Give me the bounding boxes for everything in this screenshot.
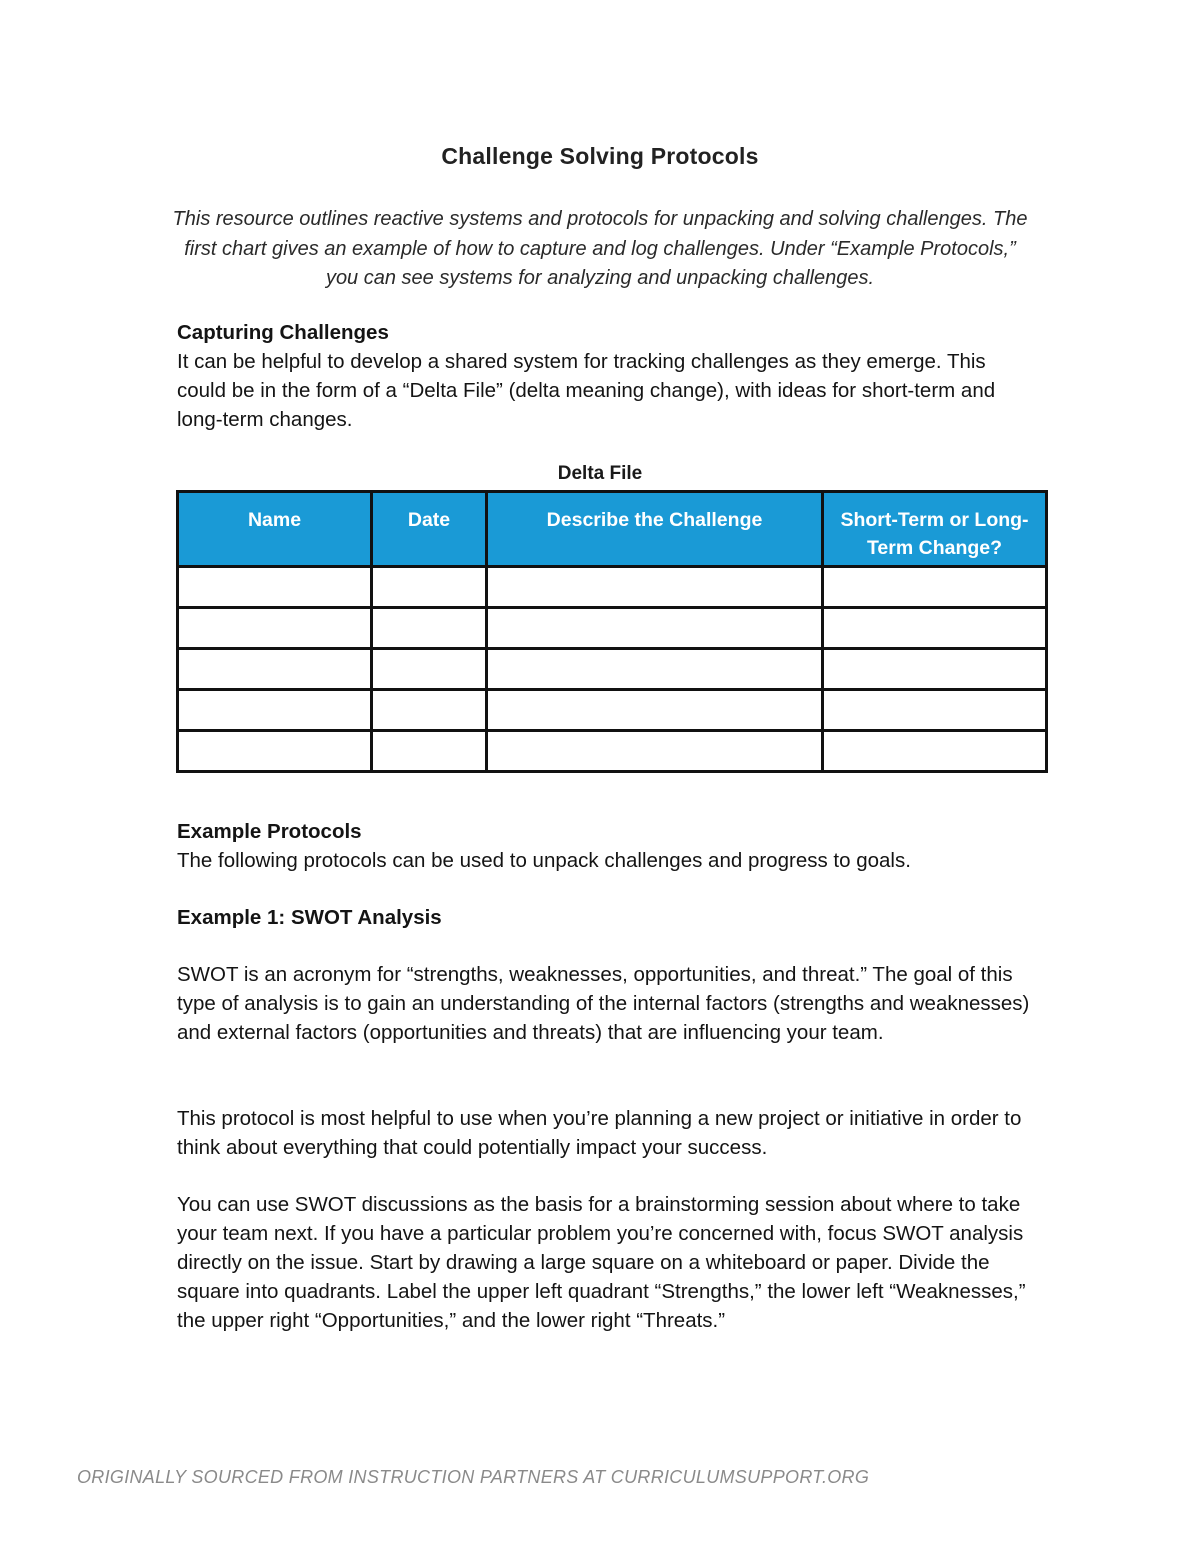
table-cell[interactable] [487,567,823,608]
table-row [178,649,1047,690]
table-cell[interactable] [178,608,372,649]
table-cell[interactable] [372,567,487,608]
table-cell[interactable] [372,690,487,731]
table-header-row [178,492,1047,567]
swot-paragraph [177,1190,1037,1335]
example-protocols-heading: Example Protocols [177,820,362,843]
swot-usage-paragraph: This protocol is most helpful to use when you’re planning a new project or initiative in order to think about everything that could potentially impact your success. [177,1107,1022,1159]
table-cell[interactable] [487,649,823,690]
table-cell[interactable] [372,649,487,690]
column-header-date: Date [372,492,487,567]
table-cell[interactable] [487,608,823,649]
table-cell[interactable] [487,690,823,731]
table-cell[interactable] [178,567,372,608]
swot-paragraph [177,960,1037,1047]
table-cell[interactable] [823,690,1047,731]
table-row [178,567,1047,608]
table-cell[interactable] [823,731,1047,772]
table-row [178,608,1047,649]
table-cell[interactable] [823,567,1047,608]
table-cell[interactable] [178,690,372,731]
column-header-challenge: Describe the Challenge [487,492,823,567]
swot-instructions-paragraph: You can use SWOT discussions as the basis for a brainstorming session about where to take your team next. If you have a particular problem you’re concerned with, focus SWOT analysis directly on the issue. Start by drawing a large square on a whiteboard or paper. Divide the square into quadrants. Label the upper left quadrant “Strengths,” the lower left “Weaknesses,” the upper right “Opportunities,” and the lower right “Threats.” [177,1193,1026,1332]
capturing-challenges-heading: Capturing Challenges [177,321,389,344]
table-cell[interactable] [372,608,487,649]
table-cell[interactable] [487,731,823,772]
example-protocols-section [177,817,1037,875]
example-protocols-body: The following protocols can be used to unpack challenges and progress to goals. [177,849,911,872]
table-cell[interactable] [372,731,487,772]
column-header-change-type: Short-Term or Long-Term Change? [823,492,1047,567]
table-cell[interactable] [178,731,372,772]
page-title: Challenge Solving Protocols [441,143,759,169]
example1-heading: Example 1: SWOT Analysis [177,906,442,929]
intro-paragraph: This resource outlines reactive systems and protocols for unpacking and solving challenges. The first chart gives an example of how to capture and log challenges. Under “Example Protocols,” you can see systems for analyzing and unpacking challenges. [172,208,1028,289]
table-cell[interactable] [178,649,372,690]
table-row [178,690,1047,731]
source-footer: ORIGINALLY SOURCED FROM INSTRUCTION PARTNERS AT CURRICULUMSUPPORT.ORG [77,1467,870,1487]
capturing-challenges-section [177,318,1037,434]
table-cell[interactable] [823,649,1047,690]
table-row [178,731,1047,772]
delta-file-table [176,490,1048,773]
delta-file-caption: Delta File [557,463,643,484]
swot-paragraph [177,1104,1037,1162]
example1-section [177,903,1037,932]
capturing-challenges-body: It can be helpful to develop a shared system for tracking challenges as they emerge. This could be in the form of a “Delta File” (delta meaning change), with ideas for short-term and long-term changes. [177,350,996,431]
swot-definition-paragraph: SWOT is an acronym for “strengths, weaknesses, opportunities, and threat.” The goal of this type of analysis is to gain an understanding of the internal factors (strengths and weaknesses) and external factors (opportunities and threats) that are influencing your team. [177,963,1030,1044]
column-header-name: Name [178,492,372,567]
table-cell[interactable] [823,608,1047,649]
